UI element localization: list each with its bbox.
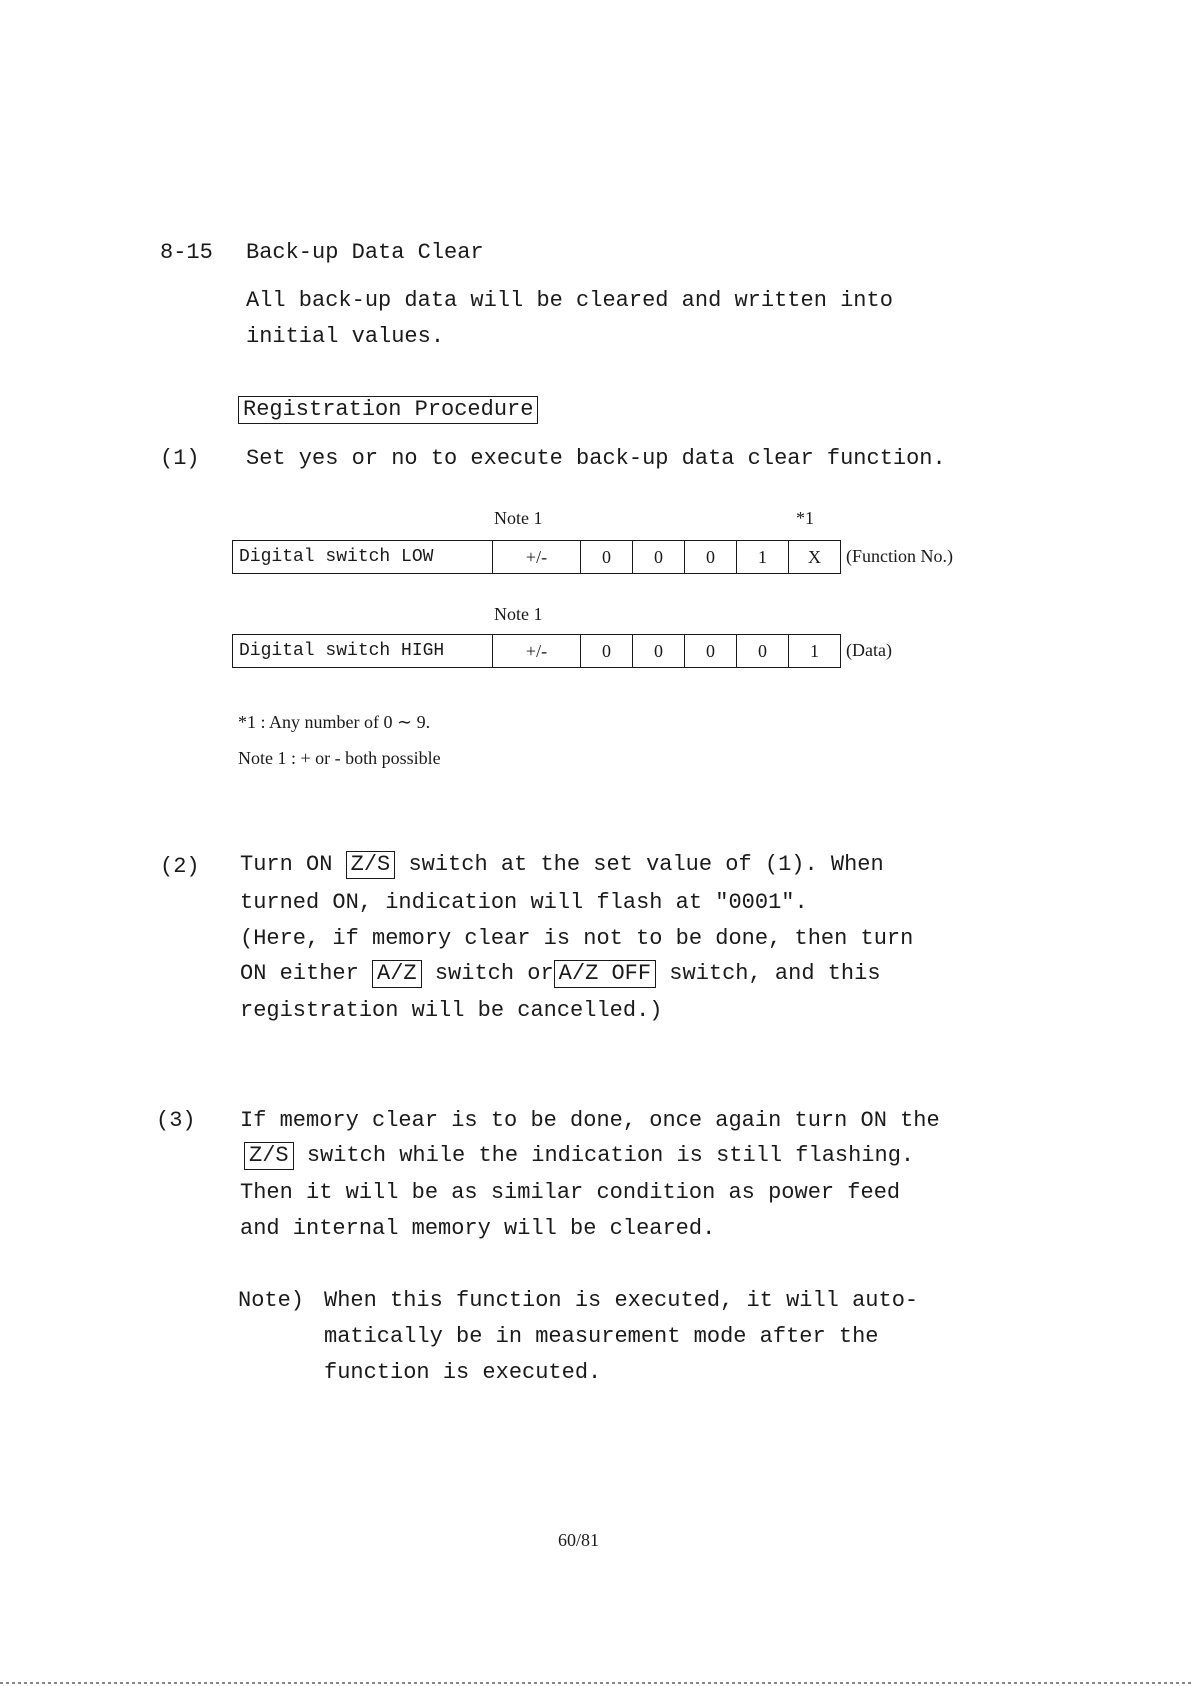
note-label: Note) [238,1288,305,1313]
step-2-line-5: registration will be cancelled.) [240,998,663,1023]
step-2-line-2: turned ON, indication will flash at "0001". [240,890,808,915]
step-2-line-3: (Here, if memory clear is not to be done, then turn [240,926,914,951]
sign-cell-low: +/- [493,541,581,573]
sign-cell-high: +/- [493,635,581,667]
step-2-line-1-pre: Turn ON [240,852,333,877]
step-3-line-2-post: switch while the indication is still flashing. [306,1143,915,1168]
digit-cell-low-1: 0 [581,541,633,573]
section-number: 8-15 [160,240,213,265]
digit-cell-low-2: 0 [633,541,685,573]
star-1-label: *1 [796,508,814,528]
data-suffix: (Data) [846,640,892,660]
note-line-3: function is executed. [324,1360,602,1385]
page-bottom-edge [0,1682,1192,1684]
digit-cell-high-2: 0 [633,635,685,667]
step-3-line-2 [244,1142,914,1170]
digit-cell-low-5: X [789,541,841,573]
digital-switch-low-label: Digital switch LOW [233,541,493,573]
step-2-line-4 [240,960,881,988]
footnote-note-1: Note 1 : + or - both possible [238,748,441,768]
step-2-line-4-post: switch, and this [669,961,881,986]
function-no-suffix: (Function No.) [846,546,953,566]
note-1-label-high: Note 1 [494,604,543,624]
step-2-line-1-post: switch at the set value of (1). When [408,852,884,877]
step-3-line-3: Then it will be as similar condition as power feed [240,1180,901,1205]
digital-switch-high-row [232,634,841,668]
digit-cell-high-5: 1 [789,635,841,667]
digit-cell-high-1: 0 [581,635,633,667]
digit-cell-low-4: 1 [737,541,789,573]
footnote-star-1: *1 : Any number of 0 ∼ 9. [238,712,431,732]
zs-key-step-3: Z/S [244,1142,294,1170]
intro-line-1: All back-up data will be cleared and written into [246,288,893,313]
registration-procedure-label: Registration Procedure [238,396,538,424]
step-3-line-1: If memory clear is to be done, once again turn ON the [240,1108,940,1133]
step-1-text: Set yes or no to execute back-up data clear function. [246,446,946,471]
digit-cell-low-3: 0 [685,541,737,573]
step-3-line-4: and internal memory will be cleared. [240,1216,716,1241]
step-1-number: (1) [160,446,200,471]
step-2-line-4-pre: ON either [240,961,359,986]
section-title: Back-up Data Clear [246,240,484,265]
step-2-number: (2) [160,854,200,879]
digital-switch-high-label: Digital switch HIGH [233,635,493,667]
step-2-line-1 [240,851,884,879]
digital-switch-low-row [232,540,841,574]
zs-key: Z/S [346,851,396,879]
az-key: A/Z [372,960,422,988]
digit-cell-high-4: 0 [737,635,789,667]
note-line-2: matically be in measurement mode after the [324,1324,879,1349]
note-line-1: When this function is executed, it will auto- [324,1288,919,1313]
page-number: 60/81 [558,1530,600,1550]
intro-line-2: initial values. [246,324,445,349]
step-3-number: (3) [156,1108,196,1133]
note-1-label-low: Note 1 [494,508,543,528]
az-off-key: A/Z OFF [554,960,656,988]
digit-cell-high-3: 0 [685,635,737,667]
step-2-line-4-mid: switch or [434,961,554,986]
